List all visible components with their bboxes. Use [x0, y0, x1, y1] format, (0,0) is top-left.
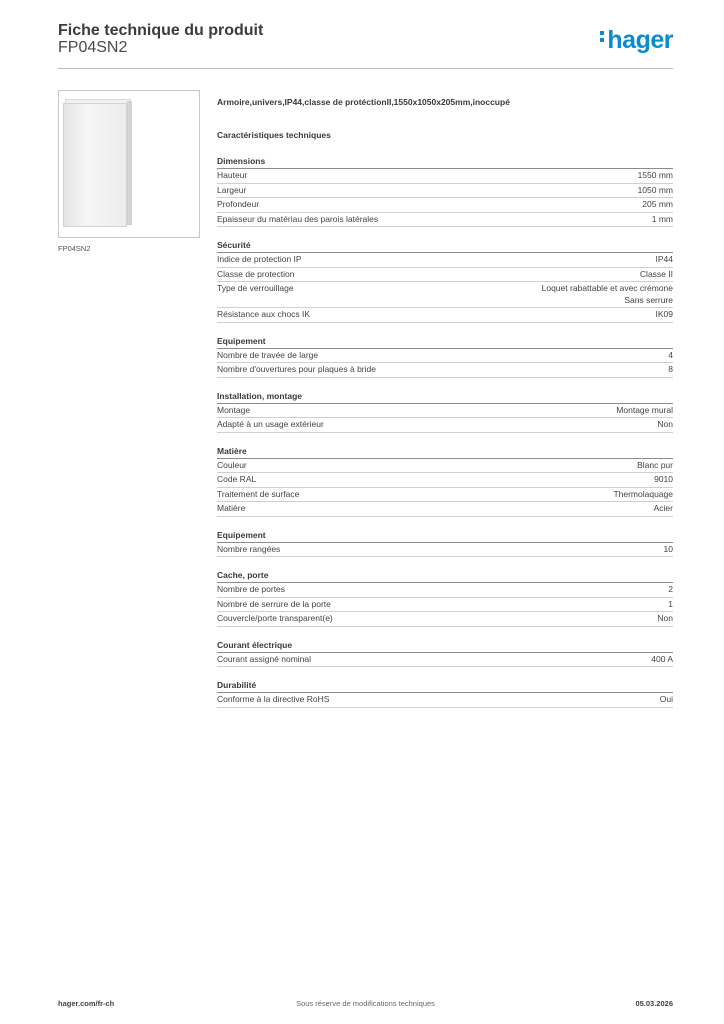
- spec-label: Résistance aux chocs IK: [217, 309, 311, 319]
- spec-label: Code RAL: [217, 474, 257, 484]
- product-image: [58, 90, 200, 238]
- spec-value: Montage mural: [616, 404, 673, 415]
- spec-label: Traitement de surface: [217, 488, 300, 499]
- spec-row: [217, 459, 673, 474]
- spec-value: 4: [668, 349, 673, 360]
- spec-label: Nombre d'ouvertures pour plaques à bride: [217, 364, 376, 374]
- spec-value: 400 A: [651, 653, 673, 664]
- footer-disclaimer: Sous réserve de modifications techniques: [296, 999, 435, 1008]
- spec-row: [217, 213, 673, 228]
- footer-website: hager.com/fr-ch: [58, 999, 115, 1008]
- spec-label: Profondeur: [217, 199, 260, 209]
- spec-row: [217, 612, 673, 627]
- section-title: Dimensions: [217, 155, 673, 169]
- spec-row: [217, 653, 673, 668]
- spec-label: Nombre de travée de large: [217, 349, 319, 360]
- spec-value: 205 mm: [642, 199, 673, 209]
- spec-label: Conforme à la directive RoHS: [217, 694, 330, 704]
- spec-content: [217, 96, 673, 708]
- spec-value: IP44: [655, 254, 673, 264]
- spec-value: 2: [668, 584, 673, 594]
- spec-value: 9010: [654, 474, 673, 484]
- spec-value: 8: [668, 364, 673, 374]
- spec-label: Epaisseur du matériau des parois latérales: [217, 213, 379, 224]
- spec-row: [217, 473, 673, 488]
- section-title: Courant électrique: [217, 639, 673, 653]
- spec-label: Couvercle/porte transparent(e): [217, 613, 333, 623]
- spec-label: Largeur: [217, 184, 247, 195]
- spec-row: [217, 418, 673, 433]
- product-reference: FP04SN2: [58, 39, 128, 56]
- spec-value: 1 mm: [651, 213, 673, 224]
- spec-value: Oui: [659, 694, 673, 704]
- spec-sections: [217, 155, 673, 708]
- spec-section: [217, 529, 673, 558]
- spec-value: Non: [657, 613, 673, 623]
- spec-row: [217, 543, 673, 558]
- spec-value: Thermolaquage: [613, 488, 673, 499]
- section-title: Installation, montage: [217, 390, 673, 404]
- spec-label: Hauteur: [217, 170, 248, 180]
- spec-section: [217, 390, 673, 433]
- page-title: Fiche technique du produit: [58, 22, 264, 39]
- page-header: [58, 22, 673, 68]
- footer-date: 05.03.2026: [635, 999, 673, 1008]
- spec-section: [217, 569, 673, 627]
- spec-row: [217, 268, 673, 283]
- spec-section: [217, 445, 673, 517]
- spec-label: Matière: [217, 503, 246, 513]
- spec-value: Non: [657, 419, 673, 429]
- spec-row: [217, 282, 673, 308]
- spec-row: [217, 488, 673, 503]
- spec-value: Classe II: [639, 268, 673, 279]
- header-divider: [58, 68, 673, 69]
- spec-label: Adapté à un usage extérieur: [217, 419, 324, 429]
- section-title: Equipement: [217, 335, 673, 349]
- section-title: Cache, porte: [217, 569, 673, 583]
- spec-section: [217, 679, 673, 708]
- spec-label: Classe de protection: [217, 268, 295, 279]
- product-image-caption: FP04SN2: [58, 244, 91, 253]
- spec-label: Couleur: [217, 459, 247, 470]
- spec-row: [217, 349, 673, 364]
- section-title: Equipement: [217, 529, 673, 543]
- spec-label: Montage: [217, 404, 251, 415]
- spec-row: [217, 363, 673, 378]
- cabinet-illustration: [63, 99, 131, 227]
- spec-section: [217, 335, 673, 378]
- product-description: Armoire,univers,IP44,classe de protéctionII,1550x1050x205mm,inoccupé: [217, 97, 510, 107]
- spec-row: [217, 502, 673, 517]
- characteristics-title: Caractéristiques techniques: [217, 130, 331, 140]
- spec-label: Nombre de serrure de la porte: [217, 598, 331, 609]
- spec-section: [217, 155, 673, 227]
- logo-dots-icon: [600, 31, 605, 45]
- spec-row: [217, 169, 673, 184]
- spec-value: 1550 mm: [637, 170, 673, 180]
- spec-value: IK09: [655, 309, 673, 319]
- spec-value: 10: [663, 543, 673, 554]
- spec-row: [217, 583, 673, 598]
- spec-value: 1050 mm: [637, 184, 673, 195]
- spec-row: [217, 184, 673, 199]
- section-title: Durabilité: [217, 679, 673, 693]
- spec-section: [217, 639, 673, 668]
- spec-row: [217, 253, 673, 268]
- spec-label: Courant assigné nominal: [217, 653, 312, 664]
- spec-row: [217, 308, 673, 323]
- spec-row: [217, 404, 673, 419]
- spec-label: Type de verrouillage: [217, 283, 294, 293]
- section-title: Sécurité: [217, 239, 673, 253]
- spec-value: Loquet rabattable et avec crémone Sans serrure: [541, 283, 673, 305]
- hager-logo: hager: [600, 28, 673, 53]
- spec-section: [217, 239, 673, 323]
- spec-row: [217, 598, 673, 613]
- spec-label: Nombre de portes: [217, 584, 286, 594]
- spec-label: Nombre rangées: [217, 543, 281, 554]
- spec-value: 1: [668, 598, 673, 609]
- spec-label: Indice de protection IP: [217, 254, 302, 264]
- spec-row: [217, 693, 673, 708]
- spec-value: Acier: [653, 503, 673, 513]
- spec-row: [217, 198, 673, 213]
- spec-value: Blanc pur: [637, 459, 673, 470]
- section-title: Matière: [217, 445, 673, 459]
